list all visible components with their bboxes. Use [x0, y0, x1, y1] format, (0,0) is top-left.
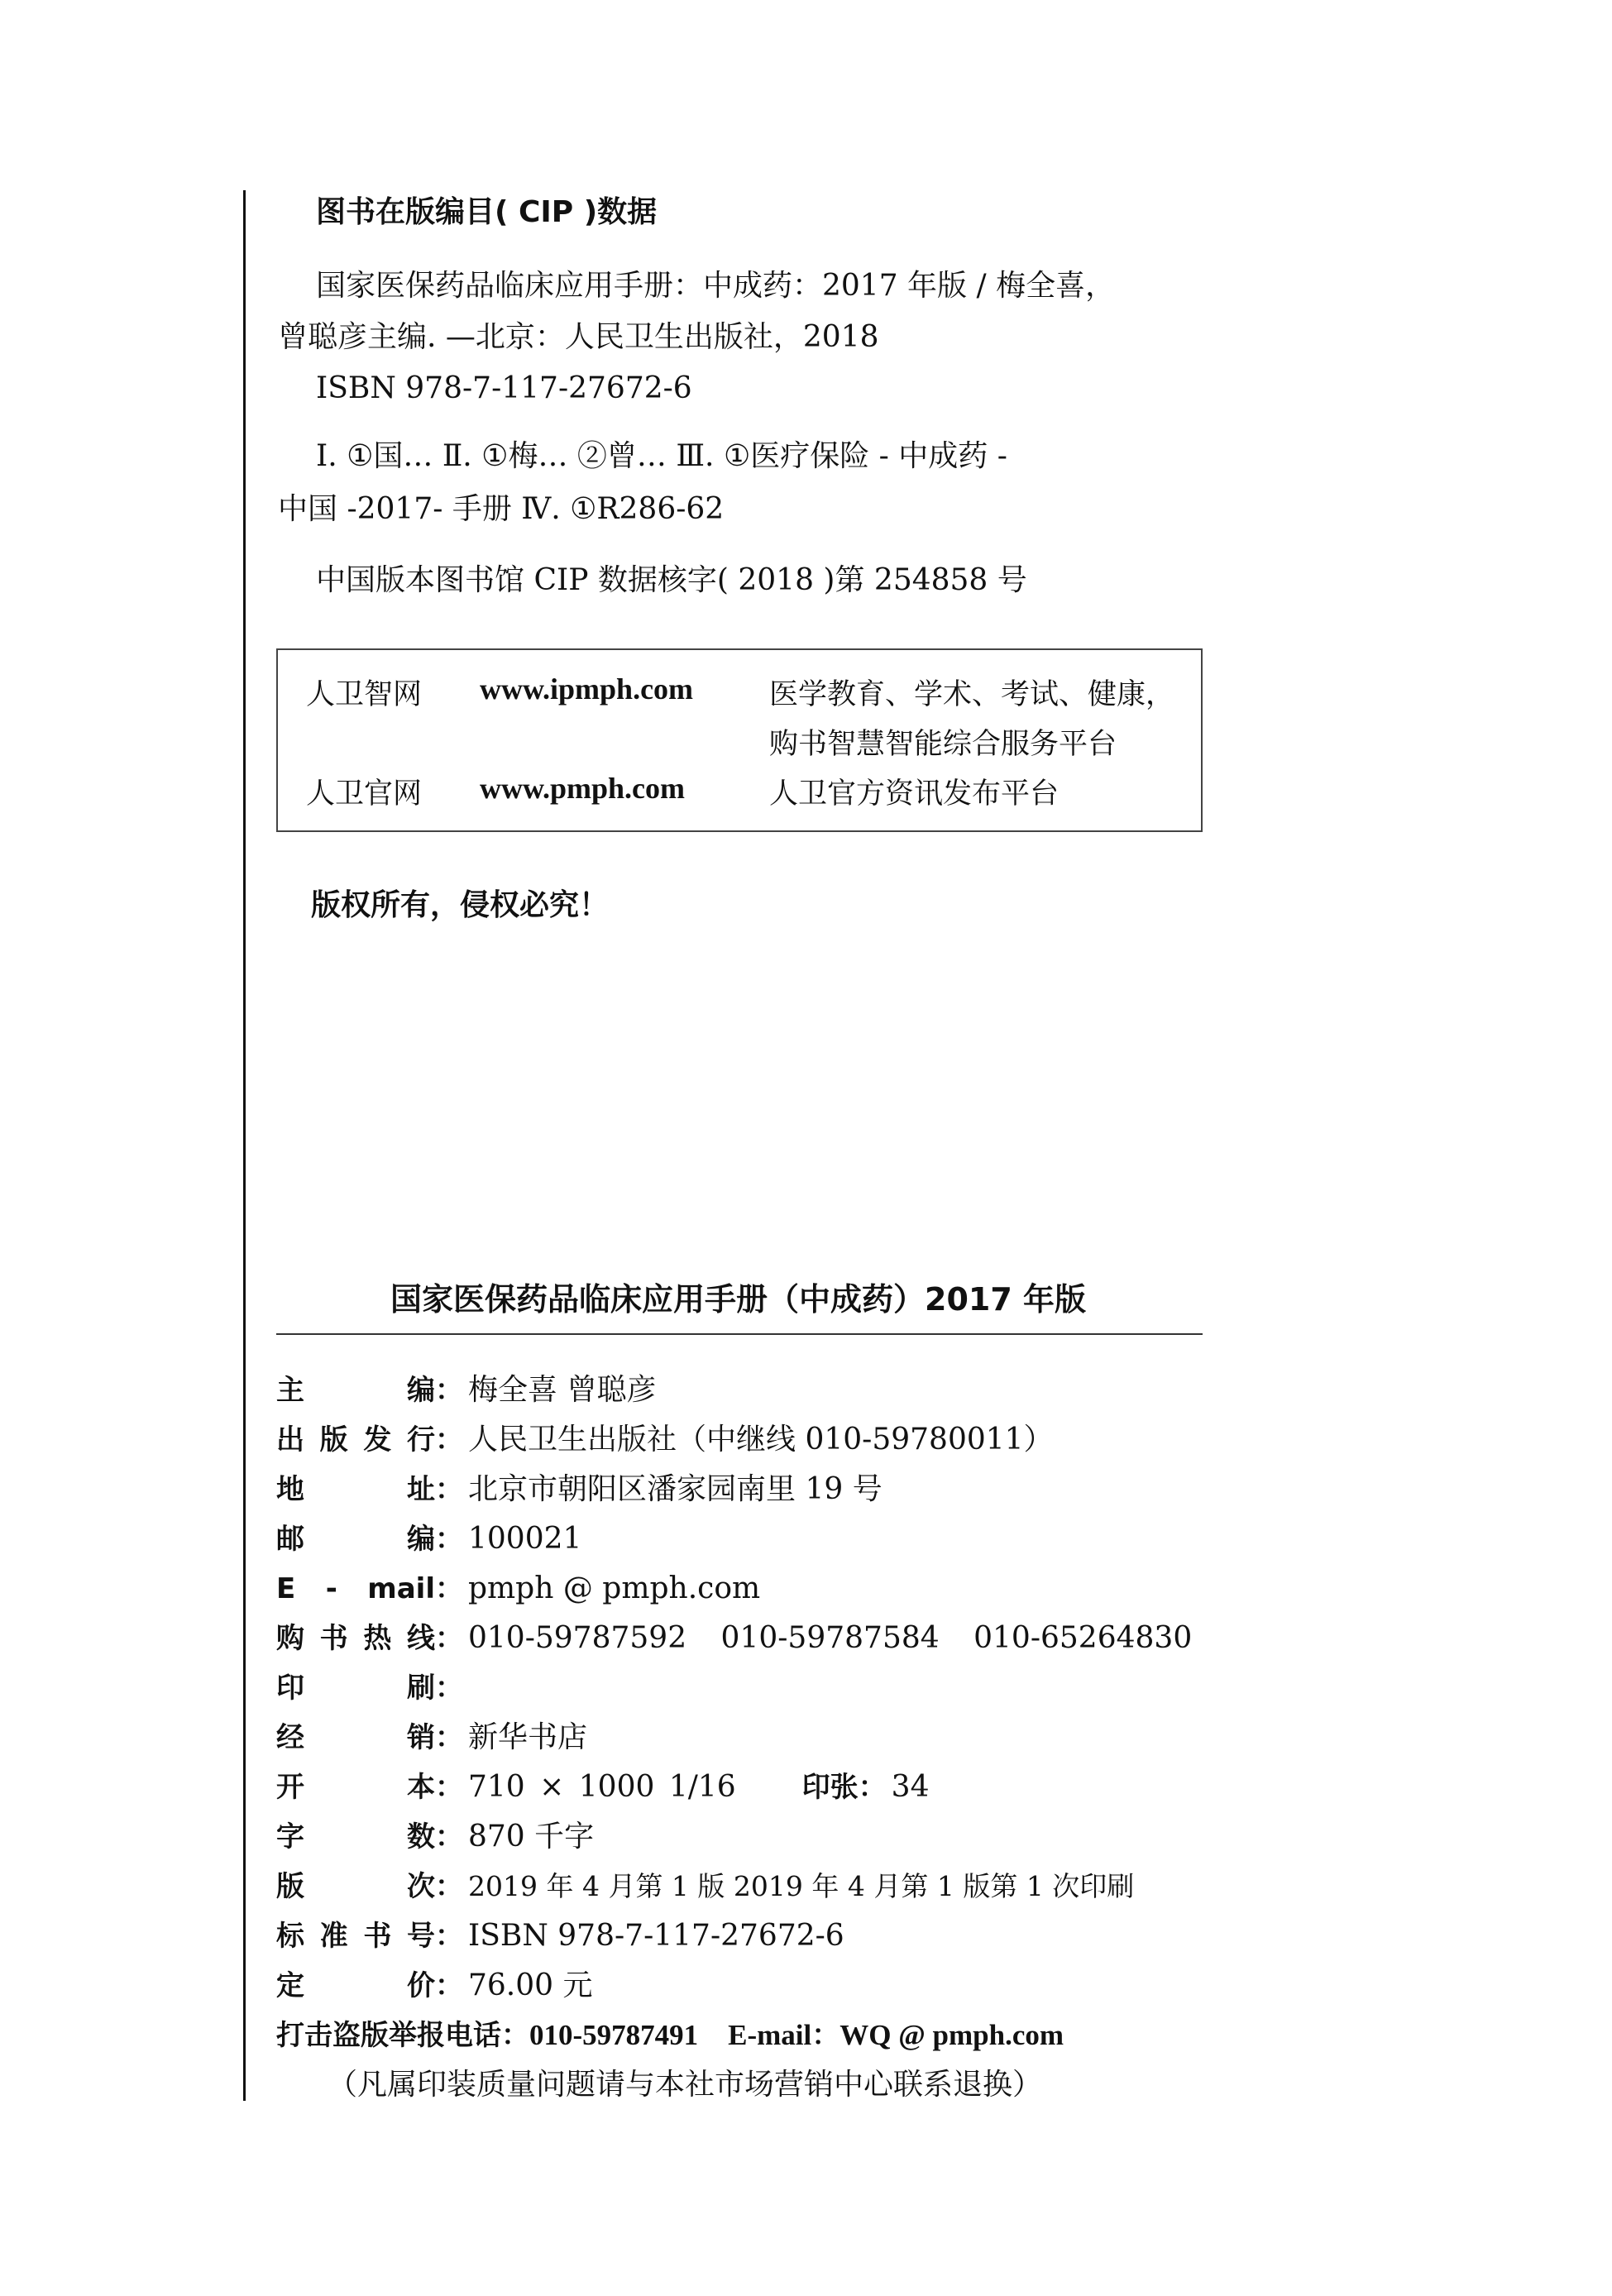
cip-line-5: 中国 -2017- 手册 Ⅳ. ①R286-62 — [278, 492, 725, 526]
website-label-ipmph: 人卫智网 — [306, 678, 423, 711]
anti-piracy-email: WQ @ pmph.com — [839, 2019, 1064, 2051]
detail-words: 字 数： 870 千字 — [276, 1820, 595, 1854]
detail-anti-piracy: 打击盗版举报电话：010-59787491 E-mail：WQ @ pmph.com — [276, 2019, 1064, 2052]
detail-isbn: 标准书号： ISBN 978-7-117-27672-6 — [276, 1919, 844, 1953]
detail-hotline: 购书热线： 010-59787592 010-59787584 010-65264830 — [276, 1621, 1193, 1655]
cip-line-4: Ⅰ. ①国… Ⅱ. ①梅… ②曾… Ⅲ. ①医疗保险 - 中成药 - — [316, 439, 1007, 473]
quality-notice: （凡属印装质量问题请与本社市场营销中心联系退换） — [328, 2068, 1043, 2102]
cip-line-1: 国家医保药品临床应用手册：中成药：2017 年版 / 梅全喜， — [316, 269, 1116, 303]
detail-printer: 印 刷： — [276, 1672, 463, 1705]
website-desc-ipmph-1: 医学教育、学术、考试、健康， — [769, 678, 1175, 711]
detail-publisher: 出版发行： 人民卫生出版社（中继线 010-59780011） — [276, 1423, 1054, 1457]
left-margin-rule — [243, 190, 246, 2101]
book-title: 国家医保药品临床应用手册（中成药）2017 年版 — [390, 1281, 1086, 1318]
website-url-ipmph[interactable]: www.ipmph.com — [480, 672, 694, 706]
website-desc-pmph: 人卫官方资讯发布平台 — [769, 777, 1060, 811]
detail-format: 开 本： 710 × 1000 1/16 印张： 34 — [276, 1770, 930, 1804]
detail-edition: 版 次： 2019 年 4 月第 1 版 2019 年 4 月第 1 版第 1 次印刷 — [276, 1870, 1135, 1903]
website-box — [276, 648, 1203, 832]
title-divider — [276, 1333, 1203, 1335]
website-label-pmph: 人卫官网 — [306, 777, 423, 811]
anti-piracy-phone: 010-59787491 — [529, 2019, 699, 2051]
detail-address: 地 址： 北京市朝阳区潘家园南里 19 号 — [276, 1472, 883, 1506]
detail-editor: 主 编： 梅全喜 曾聪彦 — [276, 1373, 657, 1407]
detail-email: E - mail： pmph @ pmph.com — [276, 1571, 761, 1605]
detail-price: 定 价： 76.00 元 — [276, 1968, 593, 2002]
website-desc-ipmph-2: 购书智慧智能综合服务平台 — [769, 728, 1117, 761]
detail-postcode: 邮 编： 100021 — [276, 1522, 582, 1556]
cip-heading: 图书在版编目( CIP )数据 — [316, 195, 658, 229]
copyright-notice: 版权所有，侵权必究！ — [311, 888, 610, 922]
detail-distributor: 经 销： 新华书店 — [276, 1720, 588, 1754]
cip-line-3: ISBN 978-7-117-27672-6 — [316, 371, 692, 405]
cip-line-2: 曾聪彦主编. —北京：人民卫生出版社，2018 — [278, 320, 879, 354]
website-url-pmph[interactable]: www.pmph.com — [480, 772, 686, 805]
cip-line-6: 中国版本图书馆 CIP 数据核字( 2018 )第 254858 号 — [316, 563, 1027, 597]
